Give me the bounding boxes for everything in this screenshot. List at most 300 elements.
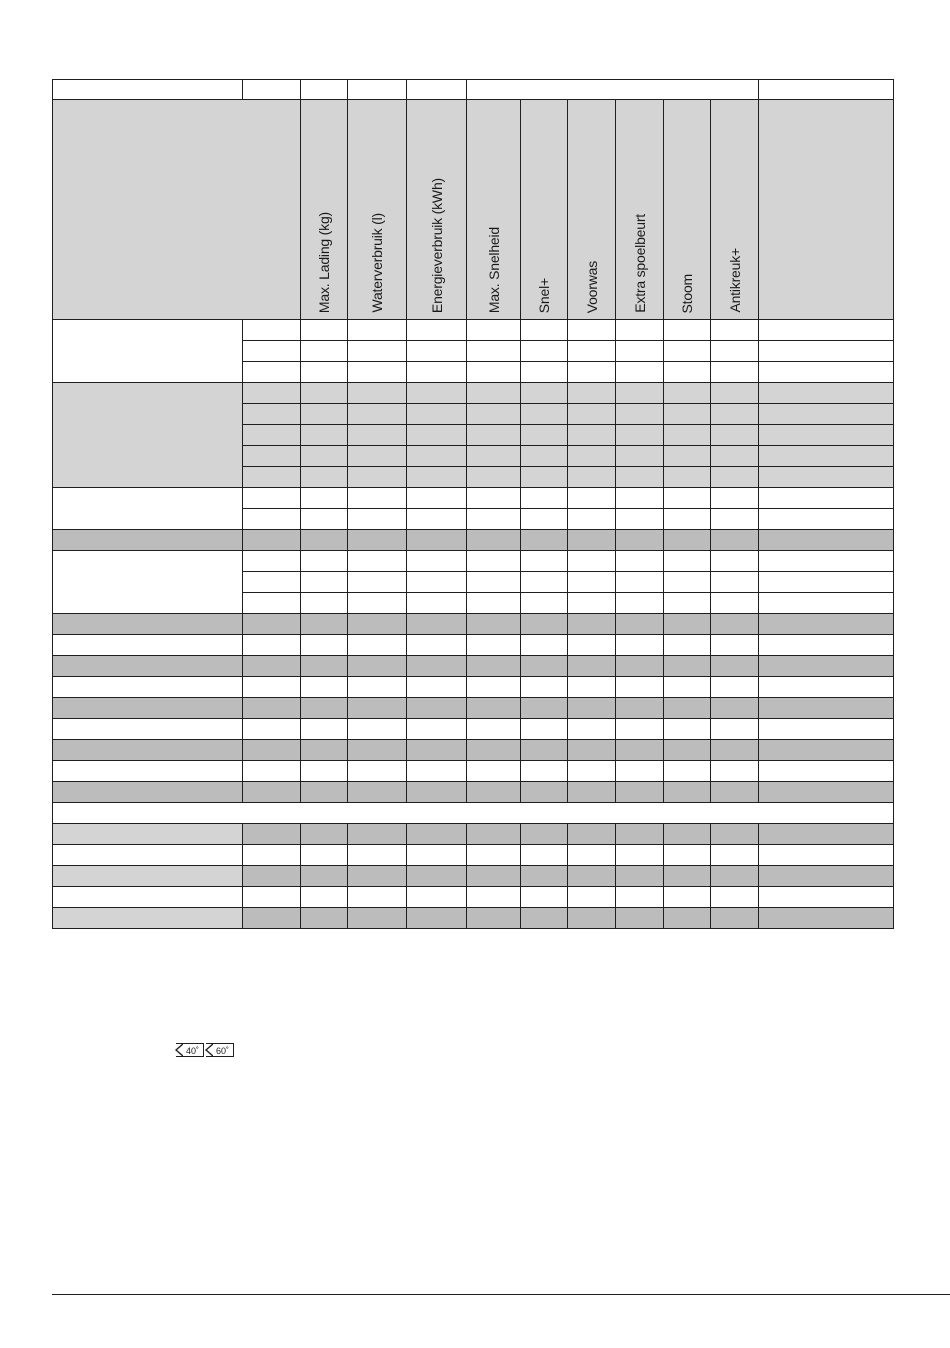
header-label: Max. Snelheid [485,226,502,313]
table-cell [467,404,521,425]
table-cell [521,572,568,593]
table-cell [243,740,301,761]
table-cell [616,677,664,698]
table-cell [521,530,568,551]
table-cell [53,80,243,100]
table-cell [348,593,407,614]
table-cell [348,467,407,488]
table-cell [348,80,407,100]
table-cell [467,824,521,845]
table-cell [568,341,616,362]
table-cell [243,425,301,446]
table-cell [348,887,407,908]
section-cell [53,803,894,824]
table-cell [664,572,711,593]
table-cell [568,383,616,404]
table-cell [301,404,348,425]
table-cell [711,341,759,362]
table-cell [521,635,568,656]
header-label: Stoom [679,273,695,313]
table-cell [301,614,348,635]
table-cell [243,782,301,803]
table-cell [664,530,711,551]
table-cell [664,425,711,446]
table-cell [467,425,521,446]
table-cell [568,614,616,635]
table-cell [759,824,894,845]
table-cell [664,887,711,908]
table-cell [407,488,467,509]
table-cell [243,677,301,698]
header-label: Energieverbruik (kWh) [428,177,445,313]
table-cell [243,614,301,635]
table-row [53,740,894,761]
table-cell [759,530,894,551]
table-cell [301,761,348,782]
table-cell [407,719,467,740]
table-cell [407,320,467,341]
table-cell [616,908,664,929]
table-cell [243,383,301,404]
program-name-cell [53,614,243,635]
table-cell [467,530,521,551]
table-cell [616,656,664,677]
table-cell [664,509,711,530]
table-row [53,320,894,341]
table-cell [711,614,759,635]
table-cell [348,383,407,404]
table-cell [759,887,894,908]
table-cell [711,404,759,425]
table-cell [243,635,301,656]
table-cell [521,719,568,740]
table-row [53,782,894,803]
table-row [53,698,894,719]
table-cell [664,698,711,719]
table-cell [467,488,521,509]
table-row [53,530,894,551]
table-cell [407,467,467,488]
table-cell [348,677,407,698]
table-cell [348,614,407,635]
table-cell [407,383,467,404]
program-name-cell [53,782,243,803]
table-cell [616,446,664,467]
program-table [52,79,894,929]
table-cell [243,530,301,551]
header-label: Snel+ [536,277,552,313]
table-cell [616,383,664,404]
table-cell [711,530,759,551]
table-cell [348,698,407,719]
table-cell [711,761,759,782]
table-cell [301,593,348,614]
table-cell [348,488,407,509]
table-cell [521,824,568,845]
temperature-label: 60˚ [216,1046,230,1056]
table-cell [664,446,711,467]
table-cell [243,572,301,593]
table-cell [521,845,568,866]
table-cell [521,383,568,404]
table-cell [568,824,616,845]
table-header-row [53,100,894,320]
table-cell [616,719,664,740]
header-max-speed [467,100,521,320]
table-cell [521,488,568,509]
table-cell [568,404,616,425]
table-row [53,551,894,572]
temperature-tag-icon [206,1043,234,1057]
program-name-cell [53,887,243,908]
table-cell [243,698,301,719]
header-label: Extra spoelbeurt [631,214,648,313]
table-cell [616,824,664,845]
table-cell [407,761,467,782]
table-cell [568,635,616,656]
table-cell [243,467,301,488]
table-cell [711,425,759,446]
options-group-header [467,80,759,100]
table-cell [568,887,616,908]
table-cell [711,446,759,467]
program-name-cell [53,488,243,530]
table-cell [664,320,711,341]
table-cell [616,341,664,362]
table-cell [568,782,616,803]
temperature-label: 40˚ [186,1046,200,1056]
table-row [53,488,894,509]
table-cell [243,488,301,509]
table-cell [467,887,521,908]
program-name-cell [53,824,243,845]
table-cell [521,740,568,761]
header-label: Antikreuk+ [726,248,743,313]
program-name-cell [53,719,243,740]
table-cell [616,551,664,572]
table-cell [467,509,521,530]
table-cell [711,635,759,656]
table-cell [521,362,568,383]
table-cell [711,908,759,929]
table-cell [759,80,894,100]
table-cell [568,551,616,572]
header-label: Max. Lading (kg) [316,211,332,313]
table-cell [759,488,894,509]
table-cell [711,656,759,677]
table-cell [616,887,664,908]
table-cell [521,467,568,488]
table-cell [301,719,348,740]
table-cell [759,698,894,719]
table-cell [348,509,407,530]
table-cell [759,635,894,656]
table-cell [243,509,301,530]
table-cell [616,572,664,593]
table-cell [301,677,348,698]
table-section-row [53,803,894,824]
footer-divider [52,1294,950,1295]
table-cell [711,320,759,341]
table-row [53,614,894,635]
table-cell [711,551,759,572]
table-cell [521,593,568,614]
table-cell [521,404,568,425]
table-cell [711,467,759,488]
program-name-cell [53,761,243,782]
table-cell [467,614,521,635]
table-cell [521,509,568,530]
table-cell [568,530,616,551]
table-cell [407,635,467,656]
table-cell [568,845,616,866]
table-cell [407,887,467,908]
table-cell [301,845,348,866]
table-cell [568,467,616,488]
table-cell [243,341,301,362]
table-cell [407,656,467,677]
table-cell [407,341,467,362]
table-cell [407,80,467,100]
table-cell [301,467,348,488]
table-cell [301,488,348,509]
table-cell [759,467,894,488]
table-top-row [53,80,894,100]
table-cell [664,593,711,614]
temperature-icons [176,1043,234,1057]
table-cell [348,425,407,446]
table-row [53,824,894,845]
program-name-cell [53,320,243,383]
table-cell [521,446,568,467]
table-row [53,845,894,866]
table-cell [616,509,664,530]
table-cell [407,509,467,530]
table-cell [301,866,348,887]
program-name-cell [53,845,243,866]
table-cell [301,572,348,593]
table-cell [407,425,467,446]
table-cell [521,551,568,572]
table-cell [348,656,407,677]
table-cell [664,635,711,656]
table-cell [467,782,521,803]
table-cell [616,782,664,803]
table-cell [664,761,711,782]
table-cell [568,362,616,383]
table-cell [521,656,568,677]
table-cell [616,845,664,866]
table-cell [467,908,521,929]
table-row [53,635,894,656]
table-row [53,656,894,677]
header-extra-rinse [616,100,664,320]
table-cell [664,551,711,572]
header-steam [664,100,711,320]
table-cell [711,488,759,509]
table-cell [243,362,301,383]
header-water-use [348,100,407,320]
table-cell [759,320,894,341]
table-cell [664,404,711,425]
table-cell [301,656,348,677]
table-cell [467,635,521,656]
table-cell [616,740,664,761]
table-cell [664,488,711,509]
table-cell [616,698,664,719]
table-row [53,677,894,698]
table-cell [348,530,407,551]
table-cell [568,761,616,782]
table-cell [711,677,759,698]
table-cell [348,572,407,593]
table-cell [711,593,759,614]
table-cell [467,362,521,383]
header-energy-use [407,100,467,320]
table-cell [568,593,616,614]
table-row [53,761,894,782]
table-cell [759,719,894,740]
table-cell [568,509,616,530]
table-cell [664,677,711,698]
table-cell [301,362,348,383]
table-cell [616,761,664,782]
header-voorwas [568,100,616,320]
table-cell [467,740,521,761]
table-cell [759,362,894,383]
table-cell [301,80,348,100]
table-cell [664,740,711,761]
table-cell [711,824,759,845]
table-cell [711,866,759,887]
table-cell [348,719,407,740]
table-cell [301,530,348,551]
table-cell [759,425,894,446]
table-cell [407,530,467,551]
header-notes-cell [759,100,894,320]
table-cell [759,404,894,425]
table-cell [407,866,467,887]
table-cell [568,698,616,719]
table-cell [664,719,711,740]
table-cell [301,635,348,656]
table-cell [348,446,407,467]
table-cell [759,866,894,887]
table-cell [759,908,894,929]
table-cell [759,383,894,404]
table-cell [407,698,467,719]
table-cell [407,614,467,635]
table-cell [467,656,521,677]
table-cell [568,488,616,509]
header-snel-plus [521,100,568,320]
table-cell [664,383,711,404]
table-cell [348,635,407,656]
table-cell [467,677,521,698]
table-row [53,908,894,929]
table-cell [568,719,616,740]
table-cell [568,572,616,593]
table-cell [711,698,759,719]
table-cell [664,782,711,803]
table-cell [407,677,467,698]
table-cell [467,383,521,404]
table-cell [407,782,467,803]
table-cell [243,404,301,425]
table-cell [711,887,759,908]
table-cell [568,320,616,341]
table-cell [568,866,616,887]
program-name-cell [53,656,243,677]
table-cell [759,656,894,677]
table-cell [759,845,894,866]
table-cell [348,320,407,341]
table-cell [467,719,521,740]
header-anticrease [711,100,759,320]
program-name-cell [53,677,243,698]
table-cell [568,446,616,467]
table-cell [301,551,348,572]
table-cell [467,341,521,362]
table-cell [568,656,616,677]
table-cell [243,824,301,845]
table-cell [243,719,301,740]
table-cell [467,320,521,341]
table-cell [759,614,894,635]
table-cell [759,782,894,803]
table-cell [759,740,894,761]
table-cell [664,824,711,845]
header-label: Voorwas [583,260,600,313]
table-cell [407,824,467,845]
table-cell [664,656,711,677]
table-cell [301,446,348,467]
table-cell [301,698,348,719]
table-cell [348,551,407,572]
table-cell [616,467,664,488]
table-cell [243,887,301,908]
table-cell [301,341,348,362]
table-cell [407,362,467,383]
table-cell [616,866,664,887]
table-cell [348,908,407,929]
table-cell [711,740,759,761]
table-cell [616,614,664,635]
table-cell [759,446,894,467]
table-cell [301,908,348,929]
table-cell [521,887,568,908]
table-cell [521,866,568,887]
program-name-cell [53,551,243,614]
table-cell [467,551,521,572]
table-cell [301,887,348,908]
header-max-load [301,100,348,320]
program-name-cell [53,635,243,656]
table-cell [521,614,568,635]
table-cell [243,761,301,782]
table-cell [243,845,301,866]
table-cell [759,572,894,593]
table-cell [616,425,664,446]
table-cell [348,782,407,803]
table-cell [616,593,664,614]
table-cell [301,782,348,803]
table-cell [467,698,521,719]
table-cell [664,467,711,488]
table-cell [568,677,616,698]
table-cell [348,761,407,782]
table-cell [301,824,348,845]
